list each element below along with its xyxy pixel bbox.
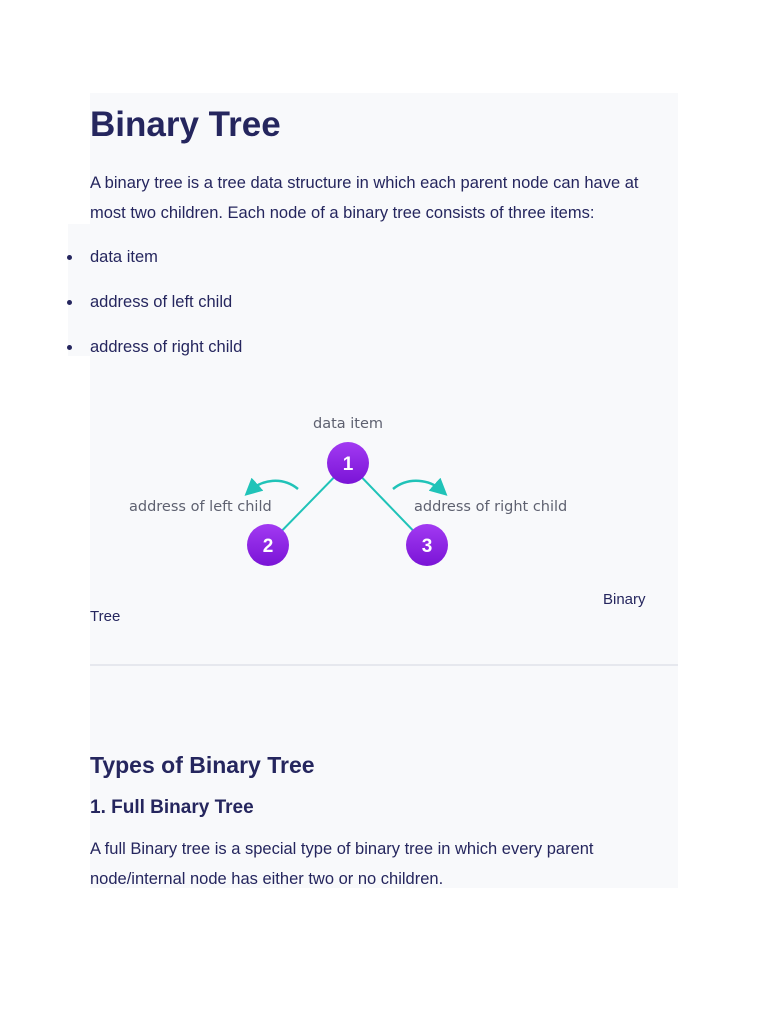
tree-node-root <box>327 442 369 484</box>
list-item-text: address of right child <box>90 338 243 356</box>
binary-tree-diagram <box>110 400 590 580</box>
left-pointer-arrow-icon <box>251 481 298 490</box>
bullet-icon <box>67 345 72 350</box>
list-item <box>90 335 242 359</box>
left-child-label: address of left child <box>129 499 272 515</box>
right-child-label: address of right child <box>414 499 568 515</box>
tree-node-left <box>247 524 289 566</box>
figure-caption-part2: Tree <box>90 608 121 625</box>
list-item <box>90 245 158 269</box>
subsection-heading: 1. Full Binary Tree <box>90 797 254 818</box>
node-label: 1 <box>342 454 354 475</box>
section-heading: Types of Binary Tree <box>90 752 315 778</box>
section-paragraph: A full Binary tree is a special type of binary tree in which every parent node/internal node has either two or no children. <box>90 840 594 888</box>
node-label: 3 <box>421 536 433 557</box>
list-item-text: address of left child <box>90 293 233 311</box>
node-label: 2 <box>262 536 274 557</box>
figure-caption-part1: Binary <box>603 591 646 608</box>
page-title: Binary Tree <box>90 105 281 144</box>
bullet-icon <box>67 255 72 260</box>
list-item-text: data item <box>90 248 158 266</box>
bullet-icon <box>67 300 72 305</box>
tree-node-right <box>406 524 448 566</box>
intro-paragraph: A binary tree is a tree data structure in which each parent node can have at most two children. Each node of a binary tree consists of three items: <box>90 174 639 222</box>
right-pointer-arrow-icon <box>393 481 441 490</box>
list-item <box>90 290 232 314</box>
data-item-label: data item <box>312 416 384 432</box>
list-panel-extension <box>68 224 90 356</box>
